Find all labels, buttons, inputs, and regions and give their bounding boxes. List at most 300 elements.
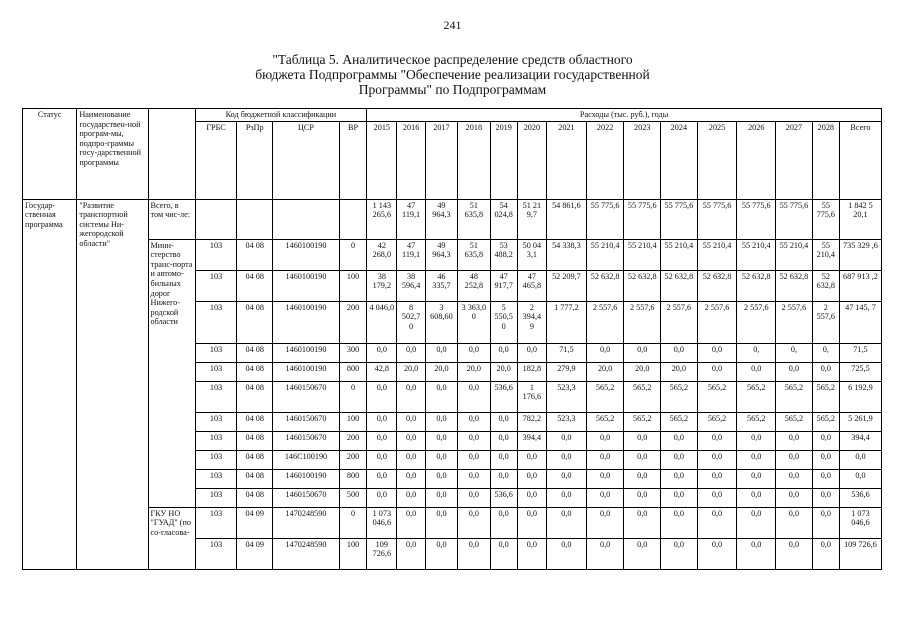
value-cell: 394,4 [839,431,881,450]
value-cell: 2 557,6 [586,301,624,343]
value-cell: 54 024,8 [490,199,517,239]
value-cell: 0,0 [839,469,881,488]
value-cell: 0,0 [839,450,881,469]
value-cell: 0,0 [547,450,587,469]
value-cell: 2 557,6 [812,301,839,343]
value-cell: 1 176,6 [517,381,546,412]
value-cell: 0,0 [776,538,813,569]
code-grbs: 103 [195,469,237,488]
code-rzpr: 04 08 [237,343,273,362]
value-cell: 565,2 [812,381,839,412]
header-year: 2018 [458,121,490,199]
value-cell: 565,2 [737,381,776,412]
value-cell: 0,0 [586,431,624,450]
value-cell: 0,0 [458,469,490,488]
header-year: 2016 [397,121,425,199]
value-cell: 565,2 [661,412,698,431]
value-cell: 0,0 [624,507,661,538]
value-cell: 20,0 [490,362,517,381]
value-cell: 2 394,4 9 [517,301,546,343]
value-cell: 51 21 9,7 [517,199,546,239]
value-cell: 47 119,1 [397,239,425,270]
value-cell: 0,0 [425,343,457,362]
code-csr: 1460150670 [273,381,340,412]
value-cell: 0,0 [458,450,490,469]
value-cell: 0,0 [397,412,425,431]
value-cell: 0,0 [367,450,397,469]
value-cell: 0,0 [586,488,624,507]
value-cell: 71,5 [839,343,881,362]
value-cell: 52 632,8 [812,270,839,301]
header-year: 2017 [425,121,457,199]
value-cell: 0,0 [425,431,457,450]
value-cell: 0,0 [812,507,839,538]
value-cell: 20,0 [458,362,490,381]
code-grbs: 103 [195,431,237,450]
value-cell: 54 338,3 [547,239,587,270]
page-number: 241 [443,18,462,32]
value-cell: 565,2 [697,412,737,431]
value-cell: 0,0 [367,431,397,450]
value-cell: 0,0 [425,538,457,569]
value-cell: 0,0 [697,469,737,488]
value-cell: 0,0 [517,343,546,362]
value-cell: 4 046,0 [367,301,397,343]
value-cell: 0,0 [490,431,517,450]
value-cell: 735 329 ,6 [839,239,881,270]
empty-cell [339,199,366,239]
value-cell: 55 775,6 [812,199,839,239]
value-cell: 0,0 [624,343,661,362]
code-grbs: 103 [195,343,237,362]
code-vr: 200 [339,301,366,343]
value-cell: 47 465,8 [517,270,546,301]
value-cell: 0,0 [490,507,517,538]
code-csr: 146С100190 [273,450,340,469]
value-cell: 0,0 [697,343,737,362]
value-cell: 2 557,6 [624,301,661,343]
header-year: 2015 [367,121,397,199]
value-cell: 47 119,1 [397,199,425,239]
code-vr: 100 [339,270,366,301]
code-vr: 100 [339,538,366,569]
empty-cell [237,199,273,239]
value-cell: 0,0 [776,507,813,538]
value-cell: 0,0 [737,431,776,450]
value-cell: 0, [737,343,776,362]
value-cell: 0,0 [425,412,457,431]
value-cell: 0,0 [367,488,397,507]
code-grbs: 103 [195,450,237,469]
code-rzpr: 04 08 [237,381,273,412]
code-rzpr: 04 08 [237,239,273,270]
title-line: "Таблица 5. Аналитическое распределение средств областного [272,52,633,67]
value-cell: 0,0 [547,507,587,538]
table-title [180,52,725,97]
code-vr: 100 [339,412,366,431]
value-cell: 0,0 [661,343,698,362]
value-cell: 5 261,9 [839,412,881,431]
total-label: Всего, в том чис-ле: [148,199,195,239]
value-cell: 55 210,4 [776,239,813,270]
title-line: бюджета Подпрограммы "Обеспечение реализации государственной [255,67,650,82]
value-cell: 536,6 [839,488,881,507]
code-vr: 0 [339,507,366,538]
value-cell: 687 913 ,2 [839,270,881,301]
value-cell: 38 596,4 [397,270,425,301]
value-cell: 0,0 [425,469,457,488]
value-cell: 0,0 [397,507,425,538]
value-cell: 55 210,4 [661,239,698,270]
value-cell: 394,4 [517,431,546,450]
value-cell: 0,0 [547,488,587,507]
value-cell: 0,0 [624,431,661,450]
value-cell: 55 775,6 [661,199,698,239]
value-cell: 0,0 [367,343,397,362]
value-cell: 52 632,8 [697,270,737,301]
value-cell: 725,5 [839,362,881,381]
value-cell: 55 775,6 [586,199,624,239]
value-cell: 55 210,4 [586,239,624,270]
header-status: Статус [23,109,77,200]
value-cell: 0,0 [517,488,546,507]
value-cell: 0,0 [812,469,839,488]
value-cell: 0,0 [397,381,425,412]
value-cell: 1 777,2 [547,301,587,343]
value-cell: 0,0 [661,488,698,507]
value-cell: 182,8 [517,362,546,381]
value-cell: 55 775,6 [697,199,737,239]
code-vr: 200 [339,431,366,450]
value-cell: 0, [812,343,839,362]
agency-label: ГКУ НО "ГУАД" (по со-гласова- [148,507,195,569]
value-cell: 3 608,60 [425,301,457,343]
code-grbs: 103 [195,507,237,538]
code-vr: 800 [339,469,366,488]
value-cell: 0,0 [397,450,425,469]
code-rzpr: 04 09 [237,538,273,569]
value-cell: 0,0 [697,450,737,469]
value-cell: 3 363,0 0 [458,301,490,343]
value-cell: 0,0 [624,538,661,569]
code-csr: 1460100190 [273,239,340,270]
value-cell: 536,6 [490,488,517,507]
value-cell: 0,0 [490,538,517,569]
value-cell: 1 073 046,6 [367,507,397,538]
header-year: 2025 [697,121,737,199]
value-cell: 42 268,0 [367,239,397,270]
code-vr: 0 [339,381,366,412]
value-cell: 6 192,9 [839,381,881,412]
code-rzpr: 04 08 [237,412,273,431]
code-csr: 1460150670 [273,488,340,507]
value-cell: 0,0 [776,469,813,488]
value-cell: 0,0 [367,412,397,431]
value-cell: 0,0 [425,381,457,412]
code-vr: 0 [339,239,366,270]
header-year: 2024 [661,121,698,199]
value-cell: 0,0 [776,450,813,469]
value-cell: 1 143 265,6 [367,199,397,239]
value-cell: 0,0 [517,469,546,488]
code-rzpr: 04 08 [237,488,273,507]
value-cell: 0,0 [737,469,776,488]
value-cell: 0,0 [737,507,776,538]
value-cell: 0,0 [586,450,624,469]
value-cell: 0,0 [490,412,517,431]
value-cell: 0,0 [812,362,839,381]
value-cell: 2 557,6 [697,301,737,343]
header-rzpr: РзПр [237,121,273,199]
value-cell: 0,0 [586,343,624,362]
code-csr: 1460100190 [273,270,340,301]
value-cell: 0, [776,343,813,362]
code-csr: 1460100190 [273,301,340,343]
program-name-cell: "Развитие транспортной системы Ни-жегородской области" [77,199,148,569]
value-cell: 279,9 [547,362,587,381]
value-cell: 0,0 [737,488,776,507]
code-csr: 1470248590 [273,507,340,538]
value-cell: 0,0 [490,343,517,362]
agency-label: Мини-стерство транс-порта и автомо-бильных дорог Нижего-родской области [148,239,195,507]
value-cell: 0,0 [397,343,425,362]
value-cell: 20,0 [586,362,624,381]
value-cell: 0,0 [812,431,839,450]
code-grbs: 103 [195,488,237,507]
value-cell: 782,2 [517,412,546,431]
header-kbk: Код бюджетной классификации [195,109,367,122]
value-cell: 0,0 [776,488,813,507]
code-grbs: 103 [195,412,237,431]
code-csr: 1460150670 [273,412,340,431]
code-csr: 1460150670 [273,431,340,450]
value-cell: 0,0 [397,431,425,450]
value-cell: 8 502,7 0 [397,301,425,343]
value-cell: 565,2 [624,412,661,431]
value-cell: 49 964,3 [425,199,457,239]
value-cell: 46 335,7 [425,270,457,301]
code-grbs: 103 [195,362,237,381]
value-cell: 0,0 [661,431,698,450]
value-cell: 52 632,8 [776,270,813,301]
header-year: 2021 [547,121,587,199]
value-cell: 55 210,4 [624,239,661,270]
value-cell: 55 775,6 [624,199,661,239]
code-rzpr: 04 08 [237,362,273,381]
code-vr: 300 [339,343,366,362]
value-cell: 50 04 3,1 [517,239,546,270]
value-cell: 565,2 [586,381,624,412]
value-cell: 0,0 [697,488,737,507]
budget-table [22,108,882,570]
value-cell: 2 557,6 [661,301,698,343]
value-cell: 20,0 [661,362,698,381]
value-cell: 2 557,6 [776,301,813,343]
value-cell: 0,0 [776,362,813,381]
value-cell: 0,0 [458,431,490,450]
empty-cell [273,199,340,239]
value-cell: 49 964,3 [425,239,457,270]
header-year: 2022 [586,121,624,199]
header-row [23,109,882,122]
value-cell: 0,0 [661,469,698,488]
value-cell: 109 726,6 [367,538,397,569]
value-cell: 565,2 [812,412,839,431]
value-cell: 55 210,4 [697,239,737,270]
value-cell: 0,0 [586,538,624,569]
value-cell: 0,0 [547,469,587,488]
value-cell: 71,5 [547,343,587,362]
value-cell: 38 179,2 [367,270,397,301]
value-cell: 0,0 [661,507,698,538]
code-rzpr: 04 08 [237,270,273,301]
value-cell: 20,0 [624,362,661,381]
code-rzpr: 04 09 [237,507,273,538]
value-cell: 0,0 [697,507,737,538]
value-cell: 0,0 [697,538,737,569]
value-cell: 0,0 [624,488,661,507]
table-row [23,199,882,239]
value-cell: 48 252,8 [458,270,490,301]
value-cell: 0,0 [425,488,457,507]
value-cell: 52 632,8 [661,270,698,301]
header-year: 2028 [812,121,839,199]
value-cell: 565,2 [776,381,813,412]
code-csr: 1460100190 [273,469,340,488]
value-cell: 0,0 [458,381,490,412]
value-cell: 565,2 [624,381,661,412]
value-cell: 109 726,6 [839,538,881,569]
value-cell: 0,0 [547,431,587,450]
empty-cell [195,199,237,239]
header-year: 2019 [490,121,517,199]
code-grbs: 103 [195,270,237,301]
code-rzpr: 04 08 [237,450,273,469]
value-cell: 0,0 [425,507,457,538]
value-cell: 0,0 [458,538,490,569]
value-cell: 51 635,8 [458,239,490,270]
value-cell: 536,6 [490,381,517,412]
table-row [23,507,882,538]
value-cell: 0,0 [547,538,587,569]
header-blank [148,109,195,200]
value-cell: 0,0 [517,538,546,569]
value-cell: 0,0 [812,450,839,469]
value-cell: 0,0 [397,488,425,507]
code-rzpr: 04 08 [237,301,273,343]
value-cell: 52 209,7 [547,270,587,301]
value-cell: 20,0 [397,362,425,381]
header-year: 2027 [776,121,813,199]
code-csr: 1470248590 [273,538,340,569]
header-name: Наименование государствен-ной програм-мы, подпро-граммы госу-дарственной программы [77,109,148,200]
value-cell: 0,0 [458,412,490,431]
value-cell: 47 917,7 [490,270,517,301]
value-cell: 523,3 [547,381,587,412]
value-cell: 0,0 [458,488,490,507]
code-grbs: 103 [195,239,237,270]
value-cell: 0,0 [367,381,397,412]
value-cell: 0,0 [586,507,624,538]
value-cell: 0,0 [624,450,661,469]
value-cell: 52 632,8 [586,270,624,301]
value-cell: 1 073 046,6 [839,507,881,538]
value-cell: 0,0 [776,431,813,450]
value-cell: 55 775,6 [776,199,813,239]
value-cell: 0,0 [812,488,839,507]
value-cell: 0,0 [490,450,517,469]
value-cell: 51 635,8 [458,199,490,239]
header-year: 2026 [737,121,776,199]
value-cell: 0,0 [697,431,737,450]
value-cell: 0,0 [737,450,776,469]
code-rzpr: 04 08 [237,469,273,488]
value-cell: 0,0 [812,538,839,569]
code-csr: 1460100190 [273,362,340,381]
code-vr: 500 [339,488,366,507]
header-year: 2023 [624,121,661,199]
header-grbs: ГРБС [195,121,237,199]
value-cell: 42,8 [367,362,397,381]
value-cell: 0,0 [737,538,776,569]
value-cell: 0,0 [367,469,397,488]
header-expenses: Расходы (тыс. руб.), годы [367,109,882,122]
code-grbs: 103 [195,381,237,412]
value-cell: 1 842 5 20,1 [839,199,881,239]
header-year: Всего [839,121,881,199]
value-cell: 565,2 [737,412,776,431]
value-cell: 0,0 [458,507,490,538]
value-cell: 52 632,8 [737,270,776,301]
value-cell: 0,0 [586,469,624,488]
value-cell: 0,0 [624,469,661,488]
value-cell: 0,0 [737,362,776,381]
value-cell: 565,2 [697,381,737,412]
header-vr: ВР [339,121,366,199]
header-year: 2020 [517,121,546,199]
value-cell: 0,0 [517,507,546,538]
value-cell: 0,0 [661,450,698,469]
value-cell: 55 210,4 [737,239,776,270]
value-cell: 0,0 [517,450,546,469]
value-cell: 0,0 [397,469,425,488]
value-cell: 565,2 [586,412,624,431]
code-grbs: 103 [195,538,237,569]
value-cell: 55 210,4 [812,239,839,270]
value-cell: 20,0 [425,362,457,381]
value-cell: 54 861,6 [547,199,587,239]
code-vr: 800 [339,362,366,381]
status-cell: Государ-ственная программа [23,199,77,569]
code-vr: 200 [339,450,366,469]
value-cell: 0,0 [490,469,517,488]
table-row [23,239,882,270]
value-cell: 5 550,5 0 [490,301,517,343]
value-cell: 0,0 [661,538,698,569]
value-cell: 47 145, 7 [839,301,881,343]
value-cell: 2 557,6 [737,301,776,343]
value-cell: 53 488,2 [490,239,517,270]
code-grbs: 103 [195,301,237,343]
value-cell: 52 632,8 [624,270,661,301]
value-cell: 0,0 [697,362,737,381]
value-cell: 55 775,6 [737,199,776,239]
value-cell: 565,2 [661,381,698,412]
title-line: Программы" по Подпрограммам [358,82,547,97]
code-csr: 1460100190 [273,343,340,362]
value-cell: 0,0 [458,343,490,362]
code-rzpr: 04 08 [237,431,273,450]
